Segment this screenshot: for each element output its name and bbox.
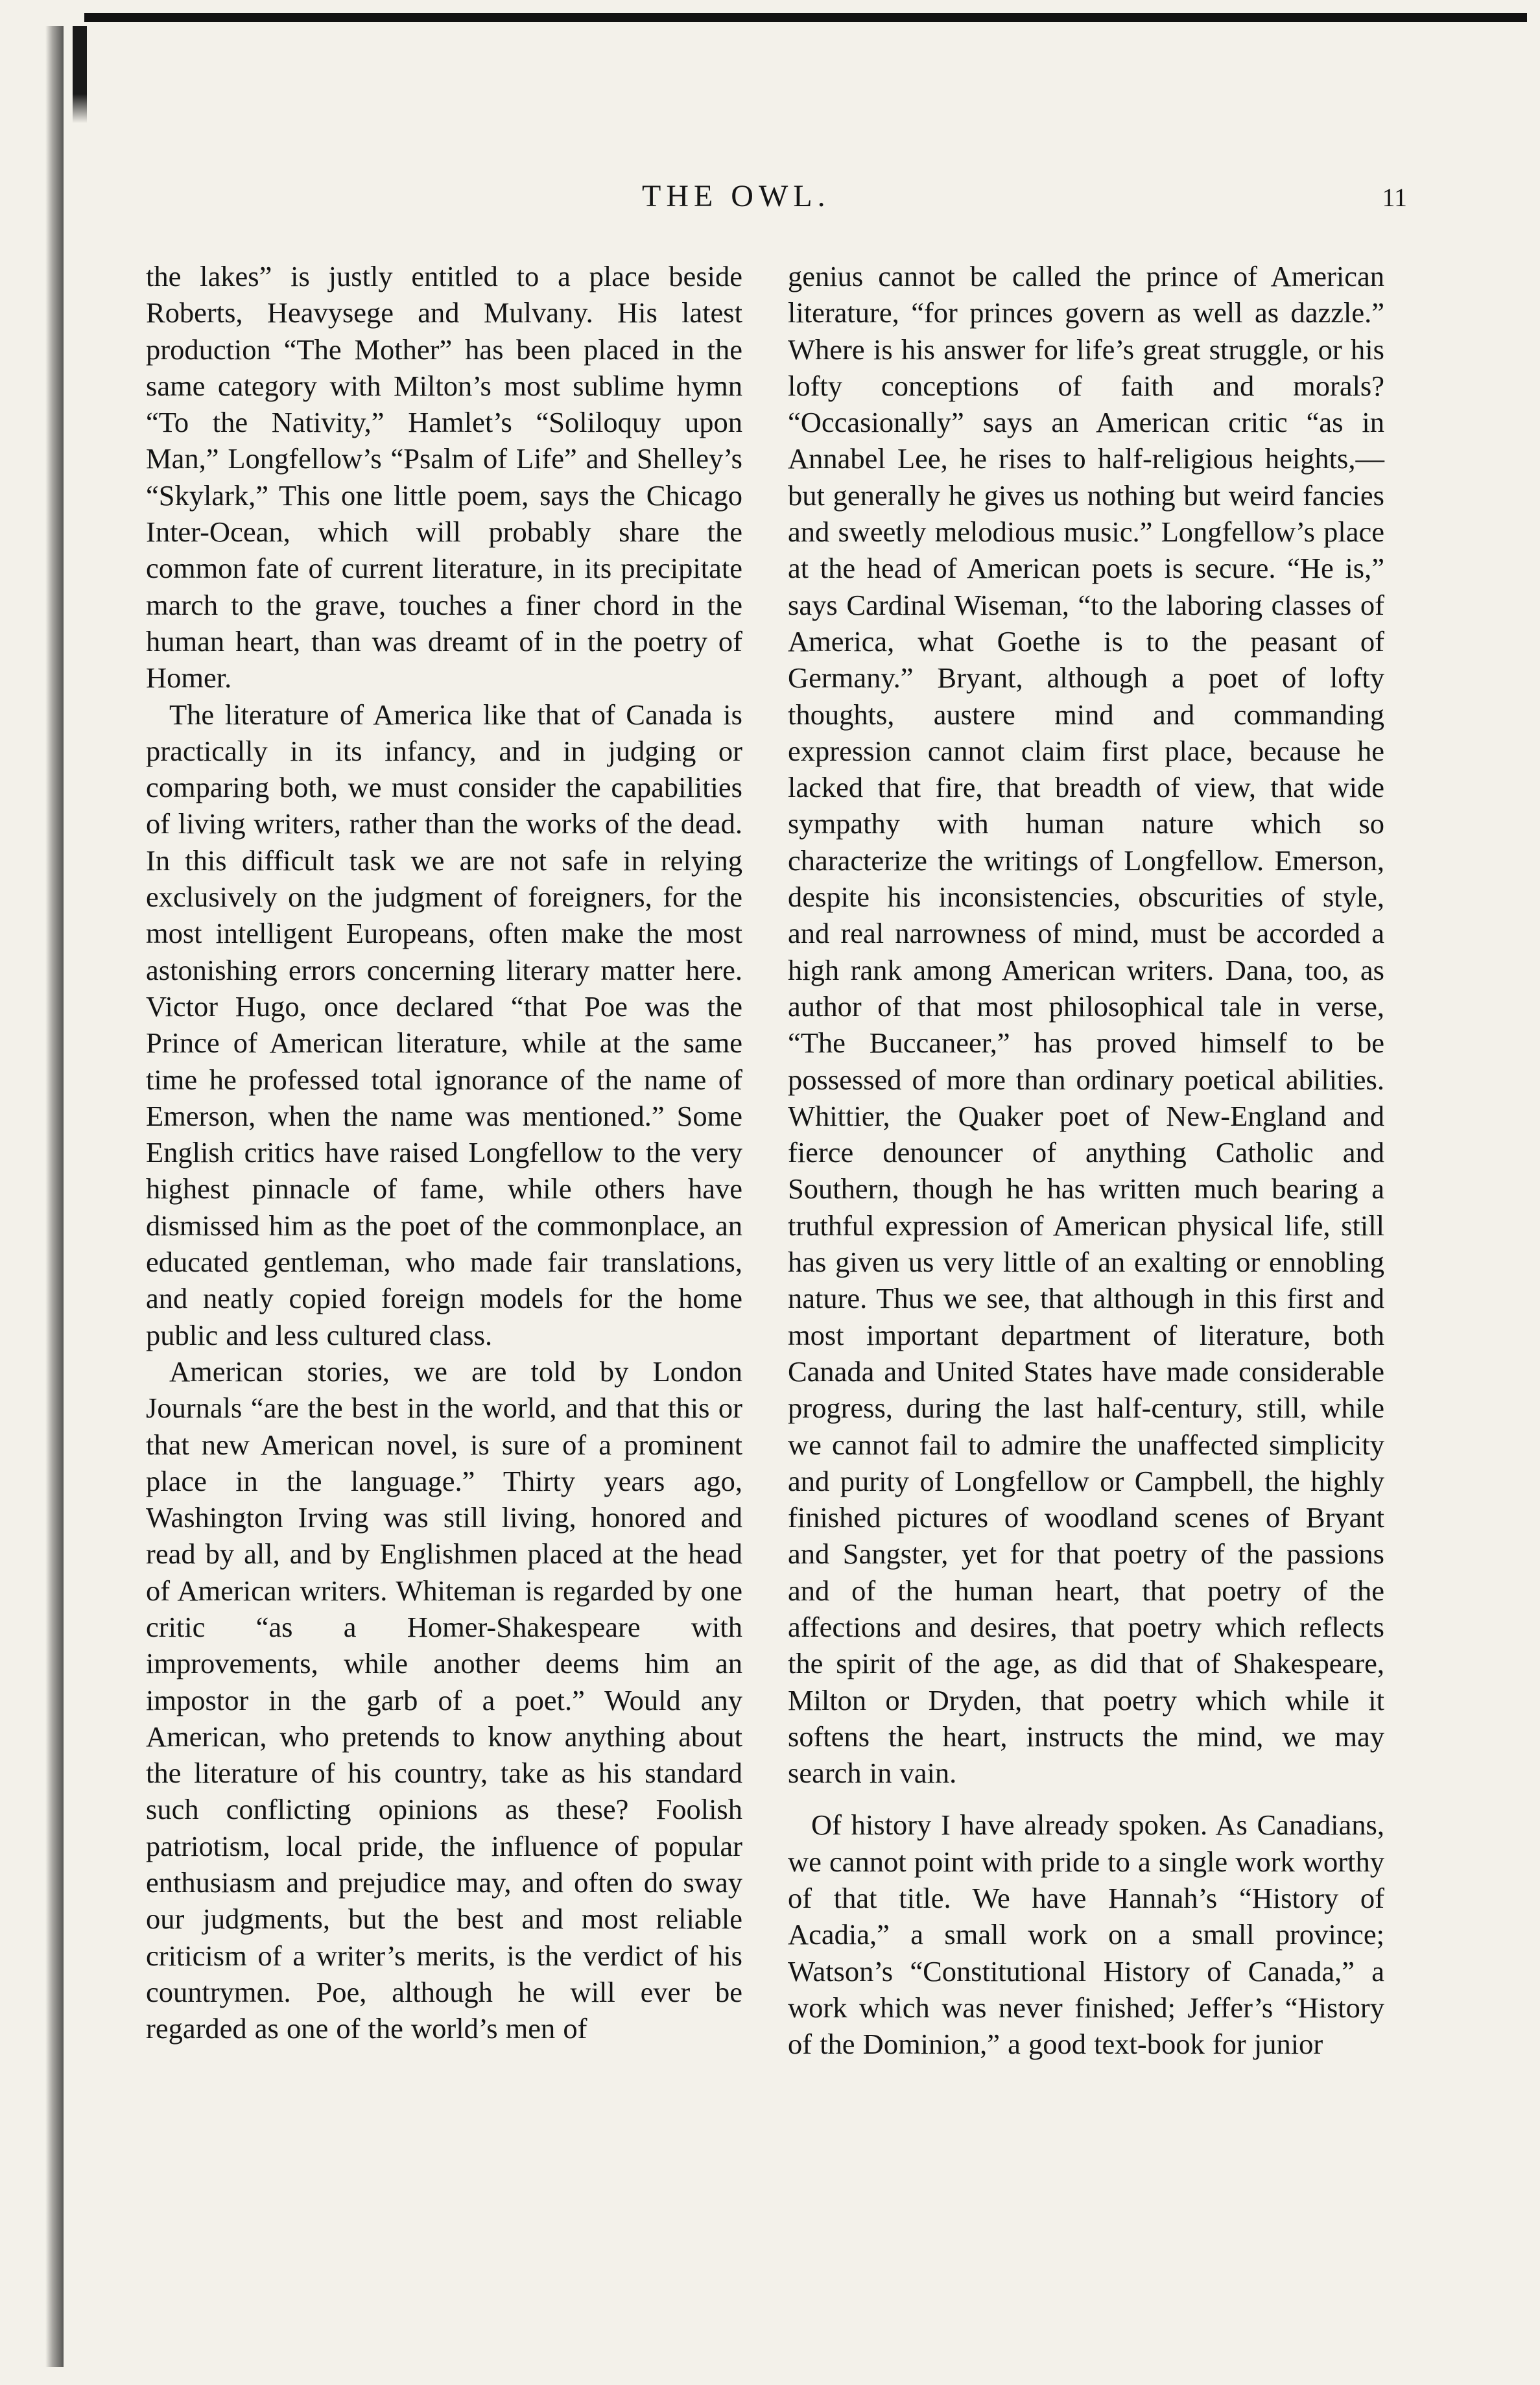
paragraph: genius cannot be called the prince of American literature, “for princes govern as well as dazzle.” Where is his answer for life’s great struggle, or his lofty conceptions of faith and morals? “Occasionally” says an American critic “as in Annabel Lee, he rises to half-religious heights,—but generally he gives us nothing but weird fancies and sweetly melodious music.” Longfellow’s place at the head of American poets is secure. “He is,” says Cardinal Wiseman, “to the laboring classes of America, what Goethe is to the peasant of Germany.” Bryant, although a poet of lofty thoughts, austere mind and commanding expression cannot claim first place, because he lacked that fire, that breadth of view, that wide sympathy with human nature which so characterize the writings of Longfellow. Emerson, despite his inconsistencies, obscurities of style, and real narrowness of mind, must be accorded a high rank among American writers. Dana, too, as author of that most philosophical tale in verse, “The Buccaneer,” has proved himself to be possessed of more than ordinary poetical abilities. Whittier, the Quaker poet of New-England and fierce denouncer of anything Catholic and Southern, though he has written much bearing a truthful expression of American physical life, still has given us very little of an exalting or ennobling nature. Thus we see, that although in this first and most important department of literature, both Canada and United States have made considerable progress, during the last half-century, still, while we cannot fail to admire the unaffected simplicity and purity of Longfellow or Campbell, the highly finished pictures of woodland scenes of Bryant and Sangster, yet for that poetry of the passions and of the human heart, that poetry of the affections and desires, that poetry which reflects the spirit of the age, as did that of Shakespeare, Milton or Dryden, that poetry which while it softens the heart, instructs the mind, we may search in vain. [788,260,1384,1790]
corner-mark [73,26,87,123]
top-rule [84,13,1527,22]
paragraph: the lakes” is justly entitled to a place beside Roberts, Heavysege and Mulvany. His latest production “The Mother” has been placed in the same category with Milton’s most sublime hymn “To the Nativity,” Hamlet’s “Soliloquy upon Man,” Longfellow’s “Psalm of Life” and Shelley’s “Skylark,” This one little poem, says the Chicago Inter-Ocean, which will probably share the common fate of current literature, in its precipitate march to the grave, touches a finer chord in the human heart, than was dreamt of in the poetry of Homer. [146,260,742,694]
right-column [788,258,1384,2063]
paragraph: Of history I have already spoken. As Canadians, we cannot point with pride to a single work worthy of that title. We have Hannah’s “History of Acadia,” a small work on a small province; Watson’s “Constitutional History of Canada,” a work which was never finished; Jeffer’s “History of the Dominion,” a good text-book for junior [788,1809,1384,2061]
page-binding-edge [45,26,64,2367]
page-number: 11 [1382,183,1407,212]
paragraph: The literature of America like that of Canada is practically in its infancy, and in judging or comparing both, we must consider the capabilities of living writers, rather than the works of the dead. In this difficult task we are not safe in relying exclusively on the judgment of foreigners, for the most intelligent Europeans, often make the most astonishing errors concerning literary matter here. Victor Hugo, once declared “that Poe was the Prince of American literature, while at the same time he professed total ignorance of the name of Emerson, when the name was mentioned.” Some English critics have raised Longfellow to the very highest pinnacle of fame, while others have dismissed him as the poet of the commonplace, an educated gentleman, who made fair translations, and neatly copied foreign models for the home public and less cultured class. [146,698,742,1351]
running-head [0,178,1540,224]
paragraph: American stories, we are told by London Journals “are the best in the world, and that this or that new American novel, is sure of a prominent place in the language.” Thirty years ago, Washington Irving was still living, honored and read by all, and by Englishmen placed at the head of American writers. Whiteman is regarded by one critic “as a Homer-Shakespeare with improvements, while another deems him an impostor in the garb of a poet.” Would any American, who pretends to know anything about the literature of his country, take as his standard such conflicting opinions as these? Foolish patriotism, local pride, the influence of popular enthusiasm and prejudice may, and often do sway our judgments, but the best and most reliable criticism of a writer’s merits, is the verdict of his countrymen. Poe, although he will ever be regarded as one of the world’s men of [146,1355,742,2045]
left-column [146,258,742,2047]
page-title: THE OWL. [642,179,831,213]
